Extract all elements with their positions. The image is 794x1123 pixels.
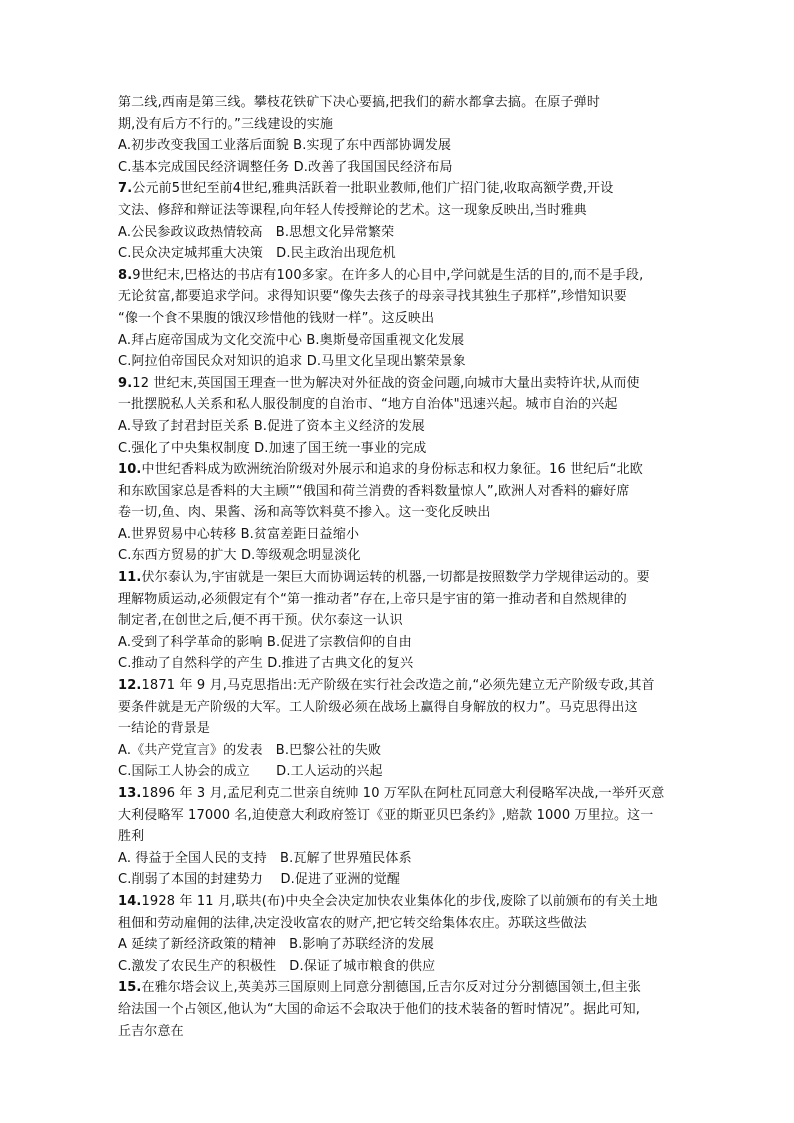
answer-options-line: A.受到了科学革命的影响 B.促进了宗教信仰的自由 xyxy=(118,634,412,650)
answer-options-line: C.削弱了本国的封建势力 D.促进了亚洲的觉醒 xyxy=(118,872,401,888)
question-number: 15. xyxy=(118,980,142,996)
question-stem-line xyxy=(118,977,684,999)
question-stem-line xyxy=(118,783,684,805)
question-text: 1928 年 11 月,联共(布)中央全会决定加快农业集体化的步伐,废除了以前颁布的有关土地 xyxy=(141,893,658,909)
question-text: 伏尔泰认为,宇宙就是一架巨大而协调运转的机器,一切都是按照数学力学规律运动的。要 xyxy=(141,570,650,586)
question-text: 9世纪末,巴格达的书店有100多家。在许多人的心目中,学问就是生活的目的,而不是手段, xyxy=(132,267,644,283)
question-text-line: 一结论的背景是 xyxy=(118,721,211,737)
answer-options-line: A.导致了封君封臣关系 B.促进了资本主义经济的发展 xyxy=(118,418,425,434)
question-stem-line xyxy=(118,675,684,697)
question-stem-line xyxy=(118,459,684,481)
answer-options-line: A 延续了新经济政策的精神 B.影响了苏联经济的发展 xyxy=(118,937,434,953)
question-text-line: 大利侵略军 17000 名,迫使意大利政府签订《亚的斯亚贝巴条约》,赔款 1000 万里拉。这一 xyxy=(118,807,654,823)
question-stem-line xyxy=(118,891,684,913)
answer-options-line: A.世界贸易中心转移 B.贫富差距日益缩小 xyxy=(118,526,360,542)
answer-options-line: C.国际工人协会的成立 D.工人运动的兴起 xyxy=(118,764,383,780)
answer-options-line: C.推动了自然科学的产生 D.推进了古典文化的复兴 xyxy=(118,656,414,672)
question-number: 14. xyxy=(118,893,142,909)
answer-options-line: C.激发了农民生产的积极性 D.保证了城市粮食的供应 xyxy=(118,958,436,974)
question-text-line: 一批摆脱私人关系和私人服役制度的自治市、“地方自治体"迅速兴起。城市自治的兴起 xyxy=(118,397,618,413)
question-stem-line xyxy=(118,373,684,395)
question-text-line: 要条件就是无产阶级的大军。工人阶级必须在战场上赢得自身解放的权力”。马克思得出这 xyxy=(118,699,638,715)
question-text: 1871 年 9 月,马克思指出:无产阶级在实行社会改造之前,“必须先建立无产阶级专政,其首 xyxy=(141,678,655,694)
answer-options-line: A.初步改变我国工业落后面貌 B.实现了东中西部协调发展 xyxy=(118,138,452,154)
question-text-line: 无论贫富,都要追求学问。求得知识要“像失去孩子的母亲寻找其独生子那样”,珍惜知识要 xyxy=(118,289,627,305)
question-text-line: 制定者,在创世之后,便不再干预。伏尔泰这一认识 xyxy=(118,613,403,629)
question-text-line: “像一个食不果腹的饿汉珍惜他的钱财一样”。这反映出 xyxy=(118,310,435,326)
answer-options-line: A.公民参政议政热情较高 B.思想文化异常繁荣 xyxy=(118,224,395,240)
question-text: 1896 年 3 月,孟尼利克二世亲自统帅 10 万军队在阿杜瓦同意大利侵略军决战,一举歼灭意 xyxy=(141,786,665,801)
question-number: 8. xyxy=(118,267,133,283)
answer-options-line: C.民众决定城邦重大决策 D.民主政治出现危机 xyxy=(118,246,396,262)
question-text-line: 丘吉尔意在 xyxy=(118,1023,184,1039)
answer-options-line: C.阿拉伯帝国民众对知识的追求 D.马里文化呈现出繁荣景象 xyxy=(118,354,466,370)
question-text-line: 卷一切,鱼、肉、果酱、汤和高等饮料莫不掺入。这一变化反映出 xyxy=(118,505,491,521)
question-number: 10. xyxy=(118,462,142,478)
question-number: 13. xyxy=(118,786,142,801)
answer-options-line: A. 得益于全国人民的支持 B.瓦解了世界殖民体系 xyxy=(118,850,412,866)
question-number: 12. xyxy=(118,678,142,694)
question-text-line: 文法、修辞和辩证法等课程,向年轻人传授辩论的艺术。这一现象反映出,当时雅典 xyxy=(118,202,587,218)
question-text: 12 世纪末,英国国王理查一世为解决对外征战的资金问题,向城市大量出卖特许状,从而使 xyxy=(132,375,640,391)
question-text-line: 期,没有后方不行的。”三线建设的实施 xyxy=(118,116,334,132)
question-number: 7. xyxy=(118,181,133,197)
exam-page xyxy=(118,92,684,1042)
question-stem-line xyxy=(118,567,684,589)
question-text-line: 租佃和劳动雇佣的法律,决定没收富农的财产,把它转交给集体农庄。苏联这些做法 xyxy=(118,915,587,931)
question-text-line: 给法国一个占领区,他认为“大国的命运不会取决于他们的技术装备的暂时情况”。据此可知, xyxy=(118,1001,641,1017)
question-text: 中世纪香料成为欧洲统治阶级对外展示和追求的身份标志和权力象征。16 世纪后“北欧 xyxy=(141,462,643,478)
question-stem-line xyxy=(118,178,684,200)
question-text-line: 胜利 xyxy=(118,829,145,845)
question-stem-line xyxy=(118,265,684,287)
answer-options-line: C.强化了中央集权制度 D.加速了国王统一事业的完成 xyxy=(118,440,427,456)
question-text: 公元前5世纪至前4世纪,雅典活跃着一批职业教师,他们广招门徒,收取高额学费,开设 xyxy=(132,181,614,197)
answer-options-line: A.《共产党宣言》的发表 B.巴黎公社的失败 xyxy=(118,742,382,758)
answer-options-line: A.拜占庭帝国成为文化交流中心 B.奥斯曼帝国重视文化发展 xyxy=(118,332,465,348)
question-text: 在雅尔塔会议上,英美苏三国原则上同意分割德国,丘吉尔反对过分分割德国领土,但主张 xyxy=(141,980,641,996)
question-text-line: 第二线,西南是第三线。攀枝花铁矿下决心要搞,把我们的薪水都拿去搞。在原子弹时 xyxy=(118,95,600,110)
answer-options-line: C.东西方贸易的扩大 D.等级观念明显淡化 xyxy=(118,548,361,564)
question-text-line: 和东欧国家总是香料的大主顾”“俄国和荷兰消费的香料数量惊人”,欧洲人对香料的癖好席 xyxy=(118,483,630,499)
question-number: 11. xyxy=(118,570,142,586)
answer-options-line: C.基本完成国民经济调整任务 D.改善了我国国民经济布局 xyxy=(118,159,453,175)
question-number: 9. xyxy=(118,375,133,391)
question-text-line: 理解物质运动,必须假定有个“第一推动者”存在,上帝只是宇宙的第一推动者和自然规律的 xyxy=(118,591,627,607)
